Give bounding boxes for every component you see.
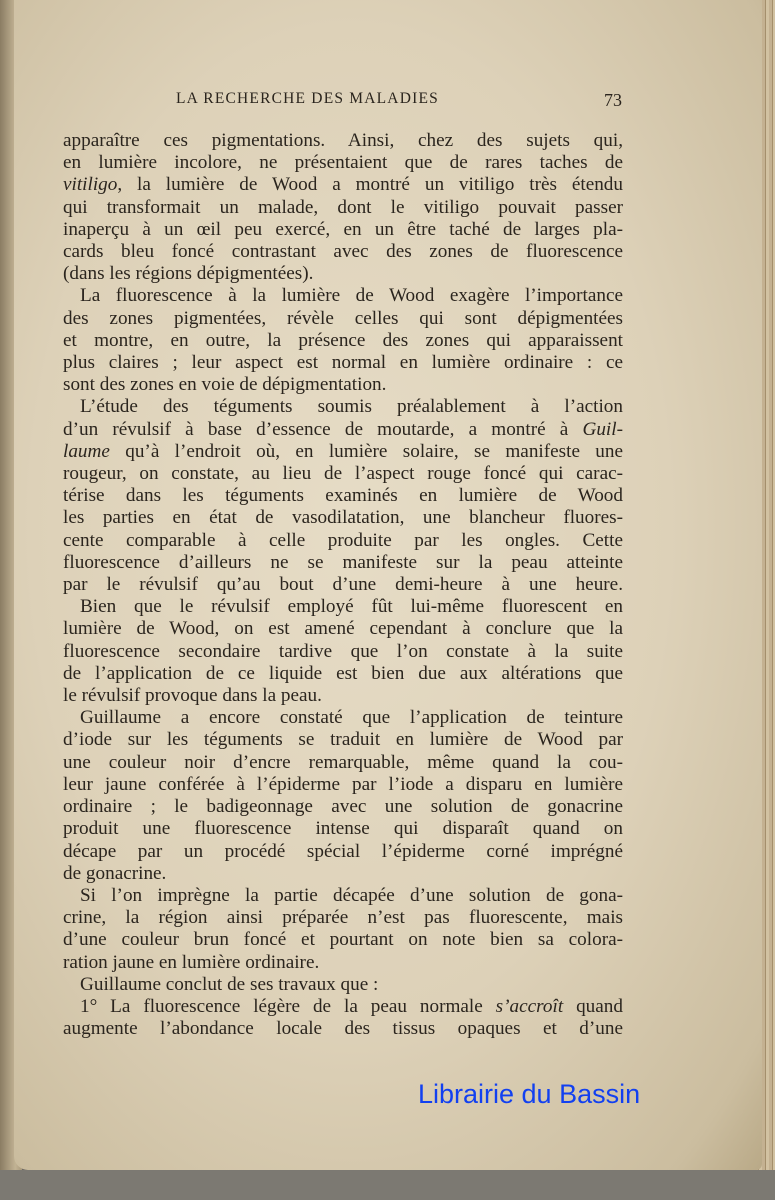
text-line — [63, 818, 623, 840]
text-segment: rougeur, on constate, au lieu de l’aspect rouge foncé qui carac- — [63, 463, 623, 485]
text-line — [63, 441, 623, 463]
text-line — [63, 552, 623, 574]
text-segment: ration jaune en lumière ordinaire. — [63, 951, 320, 973]
text-line — [63, 374, 623, 396]
text-line — [63, 241, 623, 263]
text-line — [63, 530, 623, 552]
text-line — [63, 841, 623, 863]
text-line — [63, 929, 623, 951]
text-segment: inaperçu à un œil peu exercé, en un être taché de larges pla- — [63, 218, 623, 240]
text-segment: de l’application de ce liquide est bien due aux altérations que — [63, 662, 623, 684]
text-line — [63, 174, 623, 196]
text-segment: cente comparable à celle produite par les ongles. Cette — [63, 529, 623, 551]
text-line — [63, 974, 623, 996]
text-segment: et montre, en outre, la présence des zones qui apparaissent — [63, 329, 623, 351]
text-segment: le révulsif provoque dans la peau. — [63, 685, 322, 707]
text-segment: des zones pigmentées, révèle celles qui sont dépigmentées — [63, 307, 623, 329]
text-segment: fluorescence secondaire tardive que l’on constate à la suite — [63, 640, 623, 662]
text-segment: une couleur noir d’encre remarquable, même quand la cou- — [63, 751, 623, 773]
text-line — [63, 396, 623, 418]
text-segment: ordinaire ; le badigeonnage avec une solution de gonacrine — [63, 796, 623, 818]
italic-text: s’accroît — [495, 995, 564, 1017]
text-line — [63, 419, 623, 441]
text-line — [63, 130, 623, 152]
text-segment: d’un révulsif à base d’essence de moutarde, a montré à — [63, 418, 583, 440]
text-segment: cards bleu foncé contrastant avec des zones de fluorescence — [63, 241, 623, 263]
text-line — [63, 729, 623, 751]
text-line — [63, 796, 623, 818]
text-segment: qu’à l’endroit où, en lumière solaire, se manifeste une — [109, 440, 623, 462]
running-title: LA RECHERCHE DES MALADIES — [176, 90, 439, 107]
text-line — [63, 641, 623, 663]
text-line — [63, 574, 623, 596]
text-segment: en lumière incolore, ne présentaient que de rares taches de — [63, 152, 623, 174]
text-line — [63, 752, 623, 774]
italic-text: vitiligo — [63, 174, 118, 196]
italic-text: laume — [63, 440, 110, 462]
text-segment: apparaître ces pigmentations. Ainsi, chez des sujets qui, — [63, 130, 623, 151]
text-line — [63, 885, 623, 907]
text-line — [63, 263, 623, 285]
text-segment: 1° La fluorescence légère de la peau normale — [80, 995, 496, 1017]
page-number: 73 — [604, 90, 622, 110]
text-segment: Guillaume conclut de ses travaux que : — [80, 973, 379, 995]
watermark: Librairie du Bassin — [418, 1079, 641, 1109]
text-segment: d’une couleur brun foncé et pourtant on note bien sa colora- — [63, 929, 623, 951]
text-line — [63, 663, 623, 685]
text-line — [63, 507, 623, 529]
text-line — [63, 219, 623, 241]
text-line — [63, 907, 623, 929]
text-segment: La fluorescence à la lumière de Wood exagère l’importance — [80, 285, 623, 307]
text-segment: sont des zones en voie de dépigmentation. — [63, 374, 387, 396]
text-segment: L’étude des téguments soumis préalablement à l’action — [80, 396, 623, 418]
text-line — [63, 285, 623, 307]
background — [0, 1170, 775, 1200]
text-line — [63, 308, 623, 330]
text-segment: Si l’on imprègne la partie décapée d’une solution de gona- — [80, 884, 623, 906]
text-segment: d’iode sur les téguments se traduit en lumière de Wood par — [63, 729, 623, 751]
text-line — [63, 996, 623, 1018]
text-segment: crine, la région ainsi préparée n’est pas fluorescente, mais — [63, 907, 623, 929]
text-segment: , la lumière de Wood a montré un vitiligo très étendu — [117, 174, 623, 196]
text-segment: produit une fluorescence intense qui disparaît quand on — [63, 818, 623, 840]
text-line — [63, 152, 623, 174]
text-segment: leur jaune conférée à l’épiderme par l’iode a disparu en lumière — [63, 773, 623, 795]
text-line — [63, 618, 623, 640]
text-line — [63, 197, 623, 219]
text-segment: Bien que le révulsif employé fût lui-même fluorescent en — [80, 596, 623, 618]
text-line — [63, 485, 623, 507]
text-segment: (dans les régions dépigmentées). — [63, 263, 314, 285]
text-segment: lumière de Wood, on est amené cependant à conclure que la — [63, 618, 623, 640]
text-segment: qui transformait un malade, dont le vitiligo pouvait passer — [63, 196, 623, 218]
text-line — [63, 707, 623, 729]
text-line — [63, 863, 623, 885]
italic-text: Guil- — [582, 418, 623, 440]
body-text — [63, 130, 623, 1040]
text-segment: térise dans les téguments examinés en lumière de Wood — [63, 485, 623, 507]
text-line — [63, 1018, 623, 1040]
text-segment: Guillaume a encore constaté que l’application de teinture — [80, 707, 623, 729]
text-line — [63, 685, 623, 707]
page-header — [62, 90, 622, 114]
text-line — [63, 463, 623, 485]
text-segment: de gonacrine. — [63, 862, 167, 884]
text-segment: décape par un procédé spécial l’épiderme corné imprégné — [63, 840, 623, 862]
text-segment: plus claires ; leur aspect est normal en lumière ordinaire : ce — [63, 352, 623, 374]
text-segment: augmente l’abondance locale des tissus opaques et d’une — [63, 1018, 623, 1040]
text-line — [63, 352, 623, 374]
text-segment: par le révulsif qu’au bout d’une demi-heure à une heure. — [63, 574, 623, 596]
text-line — [63, 774, 623, 796]
text-line — [63, 952, 623, 974]
text-line — [63, 330, 623, 352]
text-segment: quand — [563, 995, 623, 1017]
text-segment: les parties en état de vasodilatation, une blancheur fluores- — [63, 507, 623, 529]
text-segment: fluorescence d’ailleurs ne se manifeste sur la peau atteinte — [63, 551, 623, 573]
text-line — [63, 596, 623, 618]
